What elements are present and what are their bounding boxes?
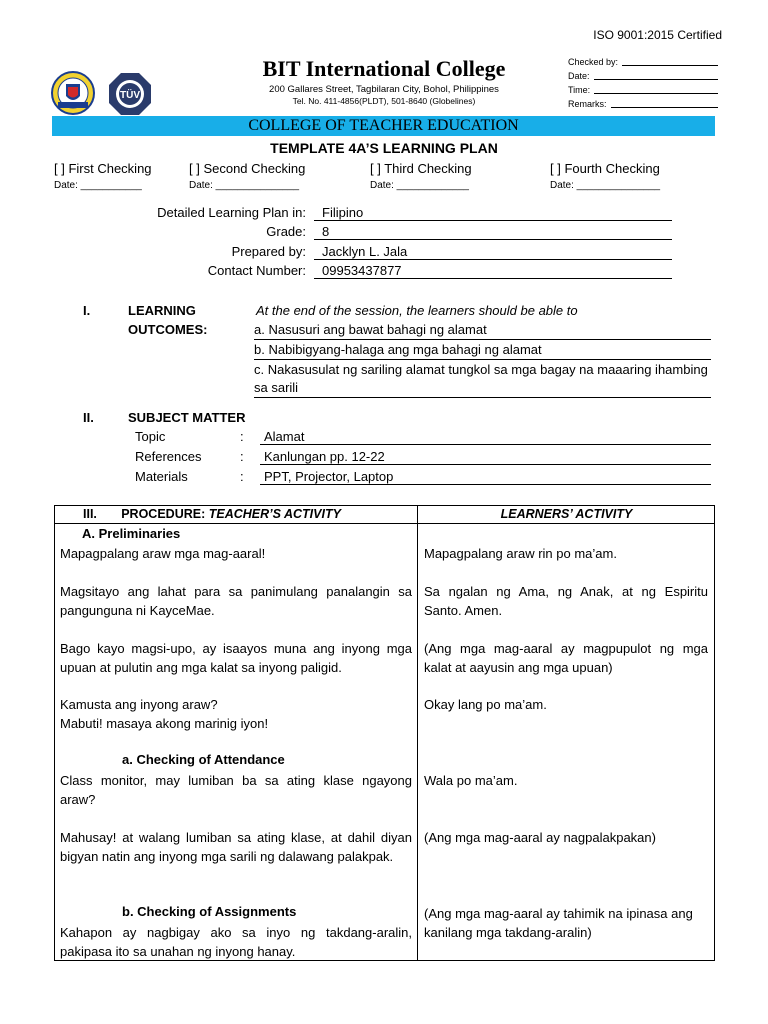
materials-colon: : <box>240 469 244 484</box>
teacher-glad: Mabuti! masaya akong marinig iyon! <box>60 716 269 731</box>
checked-remarks-line <box>611 97 718 108</box>
section-2-title: SUBJECT MATTER <box>128 410 246 425</box>
materials-value: PPT, Projector, Laptop <box>260 469 711 485</box>
teacher-attendance: Class monitor, may lumiban ba sa ating klase ngayong araw? <box>60 773 412 807</box>
outcome-b: b. Nabibigyang-halaga ang mga bahagi ng alamat <box>254 341 711 360</box>
teacher-applause: Mahusay! at walang lumiban sa ating klase, at dahil diyan bigyan natin ang inyong mga sarili ng dalawang palakpak. <box>60 830 412 864</box>
section-2-number: II. <box>83 410 94 425</box>
checked-time-line <box>594 83 718 94</box>
prepared-by-value: Jacklyn L. Jala <box>314 244 672 260</box>
plan-subject-label: Detailed Learning Plan in: <box>157 205 306 220</box>
topic-value: Alamat <box>260 429 711 445</box>
learner-day-response: Okay lang po ma’am. <box>424 697 547 712</box>
procedure-table <box>54 505 715 961</box>
contact-number-label: Contact Number: <box>207 263 306 278</box>
section-1-number: I. <box>83 303 91 318</box>
section-1-title-line1: LEARNING <box>128 303 196 318</box>
attendance-heading: a. Checking of Attendance <box>122 752 285 767</box>
checked-by-line <box>622 55 718 66</box>
college-telephone: Tel. No. 411-4856(PLDT), 501-8640 (Globelines) <box>292 96 476 106</box>
references-value: Kanlungan pp. 12-22 <box>260 449 711 465</box>
procedure-table-divider <box>417 505 418 961</box>
teacher-ask-day: Kamusta ang inyong araw? <box>60 697 218 712</box>
first-checking: [ ] First Checking <box>54 161 152 176</box>
outcomes-intro: At the end of the session, the learners should be able to <box>256 303 578 318</box>
plan-subject-value: Filipino <box>314 205 672 221</box>
preliminaries-heading: A. Preliminaries <box>82 526 181 541</box>
learner-prayer: Sa ngalan ng Ama, ng Anak, at ng Espiritu Santo. Amen. <box>424 584 708 618</box>
iso-certification: ISO 9001:2015 Certified <box>593 28 722 42</box>
topic-label: Topic <box>135 429 166 444</box>
topic-colon: : <box>240 429 244 444</box>
checked-time-label: Time: <box>568 85 591 95</box>
learner-assignments: (Ang mga mag-aaral ay tahimik na ipinasa ang kanilang mga takdang-aralin) <box>424 906 693 940</box>
second-checking-date: Date: _______________ <box>189 180 300 191</box>
tuv-logo-text: TÜV <box>120 90 140 101</box>
teacher-greeting: Mapagpalang araw mga mag-aaral! <box>60 546 266 561</box>
references-label: References <box>135 449 202 464</box>
learner-greeting: Mapagpalang araw rin po ma’am. <box>424 546 617 561</box>
college-name: BIT International College <box>262 56 506 81</box>
checked-date-label: Date: <box>568 71 590 81</box>
first-checking-date: Date: ___________ <box>54 180 142 191</box>
second-checking: [ ] Second Checking <box>189 161 306 176</box>
section-3-number: III. <box>83 507 97 521</box>
grade-label: Grade: <box>266 224 306 239</box>
grade-value: 8 <box>314 224 672 240</box>
teacher-assignments: Kahapon ay nagbigay ako sa inyo ng takdang-aralin, pakipasa ito sa unahan ng inyong hanay. <box>60 925 412 959</box>
checked-by-label: Checked by: <box>568 57 619 67</box>
fourth-checking-date: Date: _______________ <box>550 180 661 191</box>
outcome-c: c. Nakasusulat ng sariling alamat tungkol sa mga bagay na maaaring ihambing sa sarili <box>254 361 711 398</box>
learner-attendance: Wala po ma’am. <box>424 773 518 788</box>
fourth-checking: [ ] Fourth Checking <box>550 161 660 176</box>
teachers-activity-label: TEACHER’S ACTIVITY <box>208 507 341 521</box>
teacher-prayer: Magsitayo ang lahat para sa panimulang panalangin sa pangunguna ni KayceMae. <box>60 584 412 618</box>
assignments-heading: b. Checking of Assignments <box>122 904 297 919</box>
learner-applause: (Ang mga mag-aaral ay nagpalakpakan) <box>424 830 656 845</box>
procedure-header-left <box>83 507 341 521</box>
college-address: 200 Gallares Street, Tagbilaran City, Bohol, Philippines <box>269 84 499 95</box>
department-banner: COLLEGE OF TEACHER EDUCATION <box>52 116 715 136</box>
learners-activity-header: LEARNERS’ ACTIVITY <box>500 507 633 521</box>
materials-label: Materials <box>135 469 188 484</box>
template-title: TEMPLATE 4A’S LEARNING PLAN <box>270 140 498 156</box>
teacher-arrange-seats: Bago kayo magsi-upo, ay isaayos muna ang inyong mga upuan at pulutin ang mga kalat sa inyong paligid. <box>60 641 412 675</box>
outcome-a: a. Nasusuri ang bawat bahagi ng alamat <box>254 321 711 340</box>
section-1-title-line2: OUTCOMES: <box>128 322 208 337</box>
checked-remarks-label: Remarks: <box>568 99 607 109</box>
third-checking-date: Date: _____________ <box>370 180 469 191</box>
procedure-table-header-line <box>54 523 715 524</box>
prepared-by-label: Prepared by: <box>231 244 306 259</box>
references-colon: : <box>240 449 244 464</box>
learner-arrange-seats: (Ang mga mag-aaral ay magpupulot ng mga kalat at aayusin ang mga upuan) <box>424 641 708 675</box>
checked-by-box <box>568 55 718 111</box>
checked-date-line <box>594 69 718 80</box>
procedure-label: PROCEDURE: <box>121 507 209 521</box>
third-checking: [ ] Third Checking <box>370 161 472 176</box>
contact-number-value: 09953437877 <box>314 263 672 279</box>
